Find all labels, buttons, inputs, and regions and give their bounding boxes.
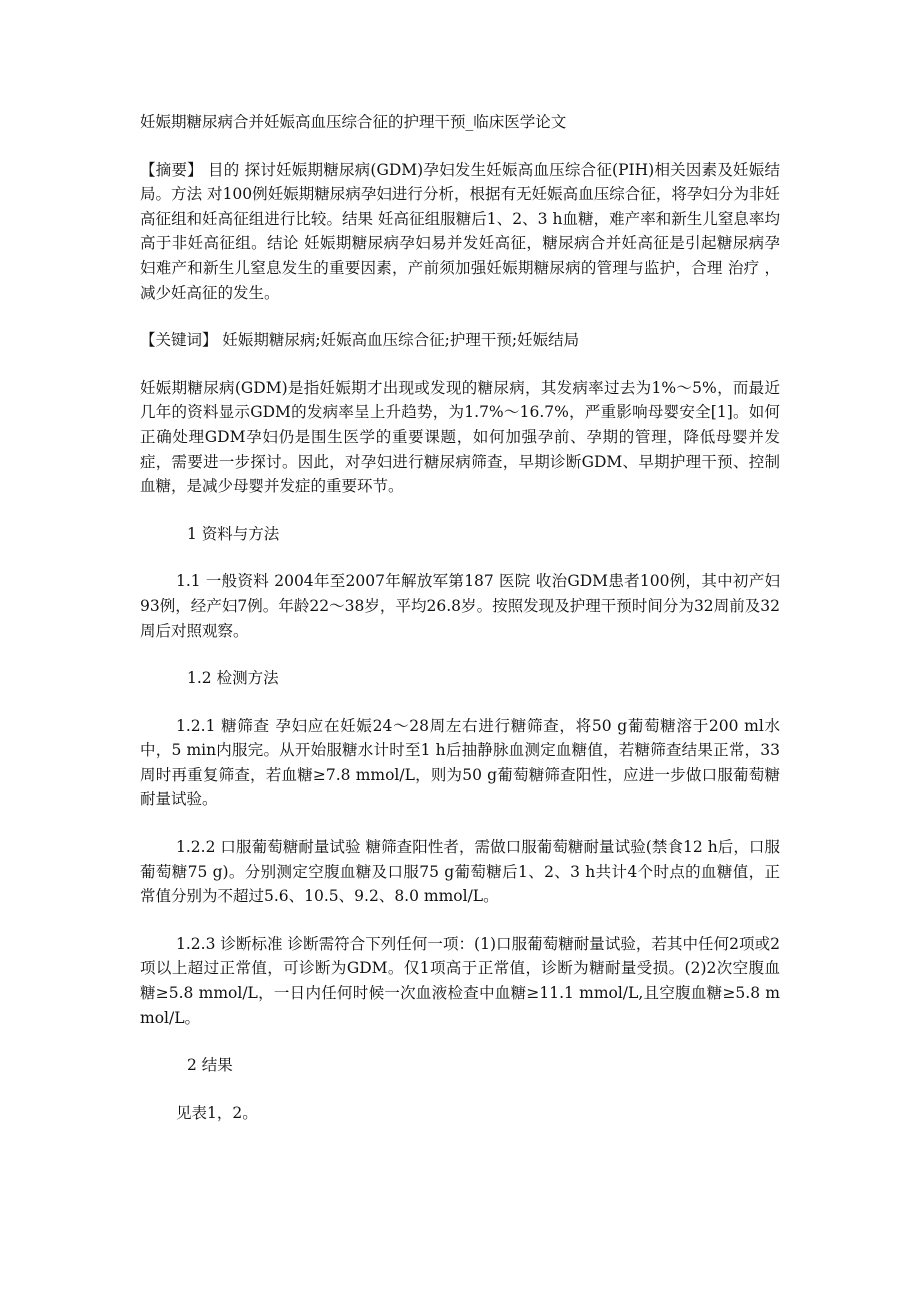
intro-paragraph: 妊娠期糖尿病(GDM)是指妊娠期才出现或发现的糖尿病，其发病率过去为1%～5%，而最近几年的资料显示GDM的发病率呈上升趋势，为1.7%～16.7%，严重影响母婴安全[1]。如何正确处理GDM孕妇仍是围生医学的重要课题，如何加强孕前、孕期的管理，降低母婴并发症，需要进一步探讨。因此，对孕妇进行糖尿病筛查，早期诊断GDM、早期护理干预、控制血糖，是减少母婴并发症的重要环节。: [140, 378, 780, 496]
document-body: [140, 110, 780, 1125]
section-1-2-3-paragraph: 1.2.3 诊断标准 诊断需符合下列任何一项：(1)口服葡萄糖耐量试验，若其中任何2项或2项以上超过正常值，可诊断为GDM。仅1项高于正常值，诊断为糖耐量受损。(2)2次空腹血糖≥5.8 mmol/L，一日内任何时候一次血液检查中血糖≥11.1 mmol/L,且空腹血糖≥5.8 mmol/L。: [140, 934, 780, 1027]
section-1-2-heading: 1.2 检测方法: [187, 669, 279, 688]
keywords-paragraph: 【关键词】 妊娠期糖尿病;妊娠高血压综合征;护理干预;妊娠结局: [140, 331, 580, 350]
section-1-2-2-paragraph: 1.2.2 口服葡萄糖耐量试验 糖筛查阳性者，需做口服葡萄糖耐量试验(禁食12 h后，口服葡萄糖75 g)。分别测定空腹血糖及口服75 g葡萄糖后1、2、3 h共计4个时点的血糖值，正常值分别为不超过5.6、10.5、9.2、8.0 mmol/L。: [140, 838, 780, 906]
section-1-1-paragraph: 1.1 一般资料 2004年至2007年解放军第187 医院 收治GDM患者100例，其中初产妇93例，经产妇7例。年龄22～38岁，平均26.8岁。按照发现及护理干预时间分为32周前及32周后对照观察。: [140, 572, 780, 640]
section-1-2-1-paragraph: 1.2.1 糖筛查 孕妇应在妊娠24～28周左右进行糖筛查，将50 g葡萄糖溶于200 ml水中，5 min内服完。从开始服糖水计时至1 h后抽静脉血测定血糖值，若糖筛查结果正常，33周时再重复筛查，若血糖≥7.8 mmol/L，则为50 g葡萄糖筛查阳性，应进一步做口服葡萄糖耐量试验。: [140, 716, 780, 809]
document-title: 妊娠期糖尿病合并妊娠高血压综合征的护理干预_临床医学论文: [140, 113, 567, 131]
section-1-heading: 1 资料与方法: [187, 524, 280, 543]
abstract-paragraph: 【摘要】 目的 探讨妊娠期糖尿病(GDM)孕妇发生妊娠高血压综合征(PIH)相关因素及妊娠结局。方法 对100例妊娠期糖尿病孕妇进行分析，根据有无妊娠高血压综合征，将孕妇分为非妊高征组和妊高征组进行比较。结果 妊高征组服糖后1、2、3 h血糖，难产率和新生儿窒息率均高于非妊高征组。结论 妊娠期糖尿病孕妇易并发妊高征，糖尿病合并妊高征是引起糖尿病孕妇难产和新生儿窒息发生的重要因素，产前须加强妊娠期糖尿病的管理与监护，合理 治疗 ，减少妊高征的发生。: [140, 160, 780, 302]
results-paragraph: 见表1，2。: [176, 1103, 258, 1122]
section-2-heading: 2 结果: [187, 1056, 233, 1075]
